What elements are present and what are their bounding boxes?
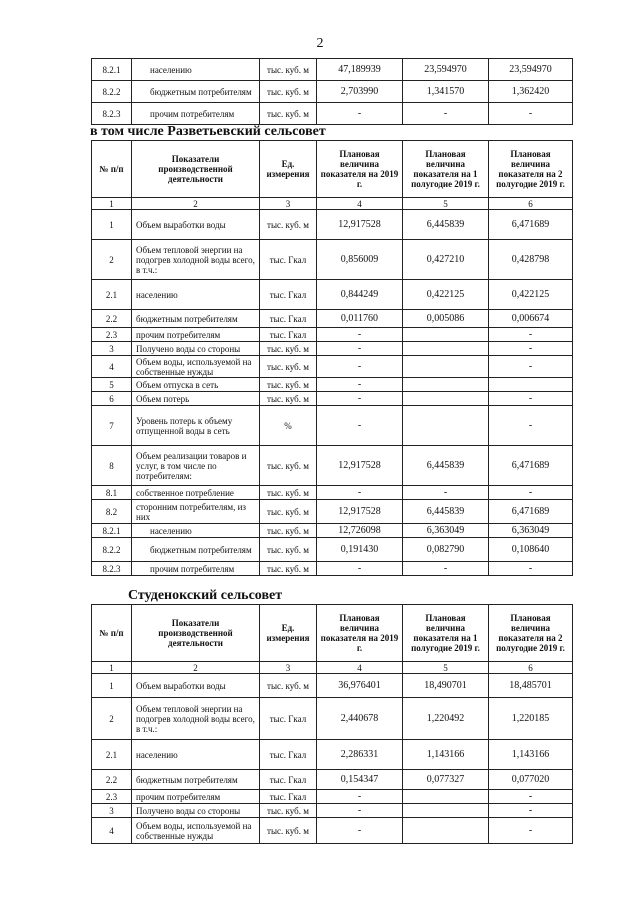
header-row bbox=[92, 141, 573, 198]
table-razvetevsky bbox=[91, 140, 573, 576]
row-number-cell: 5 bbox=[92, 378, 132, 392]
row-unit-cell: тыс. куб. м bbox=[260, 356, 317, 378]
row-number-cell: 4 bbox=[92, 356, 132, 378]
row-unit-cell: тыс. куб. м bbox=[260, 486, 317, 500]
row-number-cell: 1 bbox=[92, 210, 132, 240]
table-row bbox=[92, 770, 573, 790]
row-plan-h1-cell bbox=[403, 804, 489, 818]
row-plan-h2-cell: - bbox=[489, 392, 573, 406]
header-num: № п/п bbox=[92, 141, 132, 198]
row-plan-2019-cell: 0,154347 bbox=[317, 770, 403, 790]
row-plan-h1-cell bbox=[403, 790, 489, 804]
row-plan-2019-cell: - bbox=[317, 562, 403, 576]
row-name-cell: населению bbox=[132, 280, 260, 310]
row-plan-2019-cell: - bbox=[317, 392, 403, 406]
row-unit-cell: тыс. куб. м bbox=[260, 538, 317, 562]
row-number-cell: 2.2 bbox=[92, 310, 132, 328]
header-c6: Плановая величина показателя на 2 полугодие 2019 г. bbox=[489, 141, 573, 198]
row-name-cell: Получено воды со стороны bbox=[132, 342, 260, 356]
row-plan-2019-cell: 12,726098 bbox=[317, 524, 403, 538]
row-plan-h2-cell bbox=[489, 378, 573, 392]
row-name-cell: Объем выработки воды bbox=[132, 210, 260, 240]
row-plan-h2-cell: 1,362420 bbox=[489, 81, 573, 103]
row-unit-cell: тыс. куб. м bbox=[260, 446, 317, 486]
row-unit-cell: тыс. куб. м bbox=[260, 210, 317, 240]
row-plan-h2-cell: - bbox=[489, 790, 573, 804]
row-plan-2019-cell: 12,917528 bbox=[317, 210, 403, 240]
table-row bbox=[92, 310, 573, 328]
row-plan-2019-cell: 0,191430 bbox=[317, 538, 403, 562]
row-name-cell: Объем реализации товаров и услуг, в том числе по потребителям: bbox=[132, 446, 260, 486]
table-row bbox=[92, 562, 573, 576]
row-plan-2019-cell: 12,917528 bbox=[317, 500, 403, 524]
row-name-cell: прочим потребителям bbox=[132, 562, 260, 576]
table-row bbox=[92, 790, 573, 804]
row-plan-2019-cell: 36,976401 bbox=[317, 674, 403, 698]
row-plan-2019-cell: 2,440678 bbox=[317, 698, 403, 740]
row-plan-h1-cell: 0,422125 bbox=[403, 280, 489, 310]
row-number-cell: 3 bbox=[92, 342, 132, 356]
row-plan-2019-cell: - bbox=[317, 328, 403, 342]
header-c4: Плановая величина показателя на 2019 г. bbox=[317, 605, 403, 662]
row-plan-h2-cell: 0,006674 bbox=[489, 310, 573, 328]
header-unit: Ед. измерения bbox=[260, 605, 317, 662]
row-name-cell: собственное потребление bbox=[132, 486, 260, 500]
page-number: 2 bbox=[316, 36, 324, 51]
col-number: 5 bbox=[403, 198, 489, 210]
row-unit-cell: тыс. куб. м bbox=[260, 59, 317, 81]
row-plan-h2-cell: 6,471689 bbox=[489, 210, 573, 240]
row-number-cell: 7 bbox=[92, 406, 132, 446]
row-number-cell: 8.2.3 bbox=[92, 562, 132, 576]
table-header bbox=[92, 605, 573, 674]
row-plan-h2-cell: 1,143166 bbox=[489, 740, 573, 770]
table-continuation-body bbox=[92, 59, 573, 125]
row-name-cell: Объем тепловой энергии на подогрев холодной воды всего, в т.ч.: bbox=[132, 240, 260, 280]
table-row bbox=[92, 280, 573, 310]
row-unit-cell: тыс. Гкал bbox=[260, 770, 317, 790]
row-plan-2019-cell: 0,844249 bbox=[317, 280, 403, 310]
row-number-cell: 2.3 bbox=[92, 328, 132, 342]
row-name-cell: бюджетным потребителям bbox=[132, 81, 260, 103]
row-plan-2019-cell: - bbox=[317, 356, 403, 378]
row-unit-cell: тыс. куб. м bbox=[260, 392, 317, 406]
row-name-cell: Объем отпуска в сеть bbox=[132, 378, 260, 392]
row-number-cell: 8.2.2 bbox=[92, 81, 132, 103]
row-number-cell: 8.2 bbox=[92, 500, 132, 524]
row-plan-h1-cell: 1,341570 bbox=[403, 81, 489, 103]
col-number: 6 bbox=[489, 662, 573, 674]
row-unit-cell: тыс. куб. м bbox=[260, 81, 317, 103]
col-number: 3 bbox=[260, 198, 317, 210]
header-c5: Плановая величина показателя на 1 полугодие 2019 г. bbox=[403, 141, 489, 198]
header-name: Показатели производственной деятельности bbox=[132, 605, 260, 662]
row-number-cell: 2.1 bbox=[92, 740, 132, 770]
row-plan-h2-cell: 0,108640 bbox=[489, 538, 573, 562]
col-number: 2 bbox=[132, 198, 260, 210]
row-unit-cell: тыс. куб. м bbox=[260, 500, 317, 524]
table-row bbox=[92, 804, 573, 818]
row-plan-h2-cell: - bbox=[489, 356, 573, 378]
row-plan-h1-cell: 0,005086 bbox=[403, 310, 489, 328]
table-row bbox=[92, 103, 573, 125]
col-number: 5 bbox=[403, 662, 489, 674]
row-plan-h2-cell: - bbox=[489, 486, 573, 500]
row-plan-h2-cell: 0,428798 bbox=[489, 240, 573, 280]
row-plan-h1-cell bbox=[403, 818, 489, 844]
col-number: 4 bbox=[317, 198, 403, 210]
row-plan-h2-cell: - bbox=[489, 103, 573, 125]
row-number-cell: 4 bbox=[92, 818, 132, 844]
row-plan-h2-cell: 23,594970 bbox=[489, 59, 573, 81]
row-name-cell: прочим потребителям bbox=[132, 103, 260, 125]
row-plan-h1-cell: 6,445839 bbox=[403, 446, 489, 486]
header-c4: Плановая величина показателя на 2019 г. bbox=[317, 141, 403, 198]
col-number: 1 bbox=[92, 198, 132, 210]
row-unit-cell: тыс. куб. м bbox=[260, 562, 317, 576]
header-unit: Ед. измерения bbox=[260, 141, 317, 198]
row-plan-h1-cell: - bbox=[403, 486, 489, 500]
row-plan-h2-cell: 18,485701 bbox=[489, 674, 573, 698]
table-continuation bbox=[91, 58, 573, 125]
row-number-cell: 8 bbox=[92, 446, 132, 486]
table-row bbox=[92, 698, 573, 740]
row-unit-cell: тыс. Гкал bbox=[260, 280, 317, 310]
row-plan-h2-cell: 6,471689 bbox=[489, 500, 573, 524]
row-plan-h1-cell: 0,427210 bbox=[403, 240, 489, 280]
row-number-cell: 8.2.3 bbox=[92, 103, 132, 125]
row-plan-2019-cell: 12,917528 bbox=[317, 446, 403, 486]
row-number-cell: 8.1 bbox=[92, 486, 132, 500]
row-name-cell: бюджетным потребителям bbox=[132, 310, 260, 328]
header-row bbox=[92, 605, 573, 662]
row-plan-2019-cell: - bbox=[317, 804, 403, 818]
header-num: № п/п bbox=[92, 605, 132, 662]
row-name-cell: населению bbox=[132, 59, 260, 81]
row-unit-cell: тыс. куб. м bbox=[260, 818, 317, 844]
row-plan-h1-cell bbox=[403, 406, 489, 446]
row-plan-h1-cell: 6,363049 bbox=[403, 524, 489, 538]
table-row bbox=[92, 524, 573, 538]
row-plan-h1-cell bbox=[403, 392, 489, 406]
table-row bbox=[92, 210, 573, 240]
row-name-cell: населению bbox=[132, 740, 260, 770]
row-plan-h2-cell: - bbox=[489, 406, 573, 446]
row-plan-h1-cell: 1,220492 bbox=[403, 698, 489, 740]
row-plan-2019-cell: - bbox=[317, 342, 403, 356]
row-plan-h1-cell bbox=[403, 378, 489, 392]
row-plan-2019-cell: - bbox=[317, 378, 403, 392]
row-plan-h1-cell: 1,143166 bbox=[403, 740, 489, 770]
row-plan-h2-cell: - bbox=[489, 562, 573, 576]
row-plan-h2-cell: - bbox=[489, 804, 573, 818]
row-name-cell: Уровень потерь к объему отпущенной воды в сеть bbox=[132, 406, 260, 446]
row-unit-cell: тыс. Гкал bbox=[260, 740, 317, 770]
row-number-cell: 2 bbox=[92, 698, 132, 740]
column-number-row bbox=[92, 198, 573, 210]
row-plan-h2-cell: 6,471689 bbox=[489, 446, 573, 486]
row-number-cell: 8.2.2 bbox=[92, 538, 132, 562]
table-row bbox=[92, 328, 573, 342]
table-row bbox=[92, 356, 573, 378]
row-plan-h1-cell: - bbox=[403, 562, 489, 576]
row-plan-h2-cell: - bbox=[489, 818, 573, 844]
table-row bbox=[92, 818, 573, 844]
table-studenoksky bbox=[91, 604, 573, 844]
table-row bbox=[92, 740, 573, 770]
row-plan-h1-cell: 0,082790 bbox=[403, 538, 489, 562]
row-plan-h2-cell: 1,220185 bbox=[489, 698, 573, 740]
col-number: 2 bbox=[132, 662, 260, 674]
row-unit-cell: тыс. Гкал bbox=[260, 790, 317, 804]
row-plan-2019-cell: - bbox=[317, 406, 403, 446]
row-plan-h2-cell: 6,363049 bbox=[489, 524, 573, 538]
row-unit-cell: тыс. куб. м bbox=[260, 342, 317, 356]
table-row bbox=[92, 342, 573, 356]
table-row bbox=[92, 378, 573, 392]
table-row bbox=[92, 486, 573, 500]
table-razvetevsky-body bbox=[92, 210, 573, 576]
column-number-row bbox=[92, 662, 573, 674]
row-plan-h1-cell: 0,077327 bbox=[403, 770, 489, 790]
table-row bbox=[92, 240, 573, 280]
row-name-cell: сторонним потребителям, из них bbox=[132, 500, 260, 524]
col-number: 4 bbox=[317, 662, 403, 674]
col-number: 3 bbox=[260, 662, 317, 674]
table-row bbox=[92, 538, 573, 562]
table-header bbox=[92, 141, 573, 210]
row-plan-h2-cell: 0,077020 bbox=[489, 770, 573, 790]
row-plan-2019-cell: - bbox=[317, 818, 403, 844]
row-plan-2019-cell: - bbox=[317, 790, 403, 804]
row-name-cell: бюджетным потребителям bbox=[132, 538, 260, 562]
col-number: 6 bbox=[489, 198, 573, 210]
row-name-cell: прочим потребителям bbox=[132, 328, 260, 342]
row-plan-h1-cell: 23,594970 bbox=[403, 59, 489, 81]
row-number-cell: 3 bbox=[92, 804, 132, 818]
col-number: 1 bbox=[92, 662, 132, 674]
table-row bbox=[92, 446, 573, 486]
row-plan-h1-cell bbox=[403, 356, 489, 378]
table-row bbox=[92, 406, 573, 446]
row-name-cell: Объем тепловой энергии на подогрев холодной воды всего, в т.ч.: bbox=[132, 698, 260, 740]
row-number-cell: 2.2 bbox=[92, 770, 132, 790]
row-name-cell: Объем выработки воды bbox=[132, 674, 260, 698]
row-name-cell: Объем воды, используемой на собственные нужды bbox=[132, 356, 260, 378]
row-unit-cell: тыс. куб. м bbox=[260, 103, 317, 125]
row-number-cell: 2.3 bbox=[92, 790, 132, 804]
row-plan-h2-cell: - bbox=[489, 328, 573, 342]
row-plan-h1-cell: 18,490701 bbox=[403, 674, 489, 698]
header-name: Показатели производственной деятельности bbox=[132, 141, 260, 198]
table-row bbox=[92, 81, 573, 103]
row-number-cell: 2.1 bbox=[92, 280, 132, 310]
row-number-cell: 1 bbox=[92, 674, 132, 698]
row-unit-cell: тыс. Гкал bbox=[260, 310, 317, 328]
header-c6: Плановая величина показателя на 2 полугодие 2019 г. bbox=[489, 605, 573, 662]
row-plan-2019-cell: - bbox=[317, 103, 403, 125]
row-plan-h1-cell bbox=[403, 328, 489, 342]
row-unit-cell: тыс. куб. м bbox=[260, 378, 317, 392]
row-plan-2019-cell: 2,703990 bbox=[317, 81, 403, 103]
row-plan-h1-cell bbox=[403, 342, 489, 356]
row-plan-h2-cell: - bbox=[489, 342, 573, 356]
table-row bbox=[92, 59, 573, 81]
row-name-cell: бюджетным потребителям bbox=[132, 770, 260, 790]
row-name-cell: населению bbox=[132, 524, 260, 538]
table-row bbox=[92, 674, 573, 698]
row-number-cell: 2 bbox=[92, 240, 132, 280]
row-plan-2019-cell: 0,011760 bbox=[317, 310, 403, 328]
table-row bbox=[92, 500, 573, 524]
row-unit-cell: тыс. Гкал bbox=[260, 698, 317, 740]
table-studenoksky-body bbox=[92, 674, 573, 844]
row-name-cell: Объем потерь bbox=[132, 392, 260, 406]
row-name-cell: Получено воды со стороны bbox=[132, 804, 260, 818]
row-plan-h1-cell: 6,445839 bbox=[403, 500, 489, 524]
row-plan-h1-cell: - bbox=[403, 103, 489, 125]
row-plan-h2-cell: 0,422125 bbox=[489, 280, 573, 310]
row-name-cell: прочим потребителям bbox=[132, 790, 260, 804]
row-plan-2019-cell: - bbox=[317, 486, 403, 500]
header-c5: Плановая величина показателя на 1 полугодие 2019 г. bbox=[403, 605, 489, 662]
row-number-cell: 8.2.1 bbox=[92, 524, 132, 538]
row-name-cell: Объем воды, используемой на собственные нужды bbox=[132, 818, 260, 844]
row-unit-cell: тыс. куб. м bbox=[260, 674, 317, 698]
row-unit-cell: тыс. куб. м bbox=[260, 804, 317, 818]
row-number-cell: 6 bbox=[92, 392, 132, 406]
section-title-razvetevsky: в том числе Разветьевский сельсовет bbox=[90, 124, 326, 139]
row-plan-2019-cell: 0,856009 bbox=[317, 240, 403, 280]
row-plan-h1-cell: 6,445839 bbox=[403, 210, 489, 240]
row-unit-cell: тыс. Гкал bbox=[260, 240, 317, 280]
row-number-cell: 8.2.1 bbox=[92, 59, 132, 81]
section-title-studenoksky: Студенокский сельсовет bbox=[128, 588, 283, 603]
table-row bbox=[92, 392, 573, 406]
row-unit-cell: тыс. куб. м bbox=[260, 524, 317, 538]
row-plan-2019-cell: 47,189939 bbox=[317, 59, 403, 81]
row-plan-2019-cell: 2,286331 bbox=[317, 740, 403, 770]
row-unit-cell: % bbox=[260, 406, 317, 446]
row-unit-cell: тыс. Гкал bbox=[260, 328, 317, 342]
